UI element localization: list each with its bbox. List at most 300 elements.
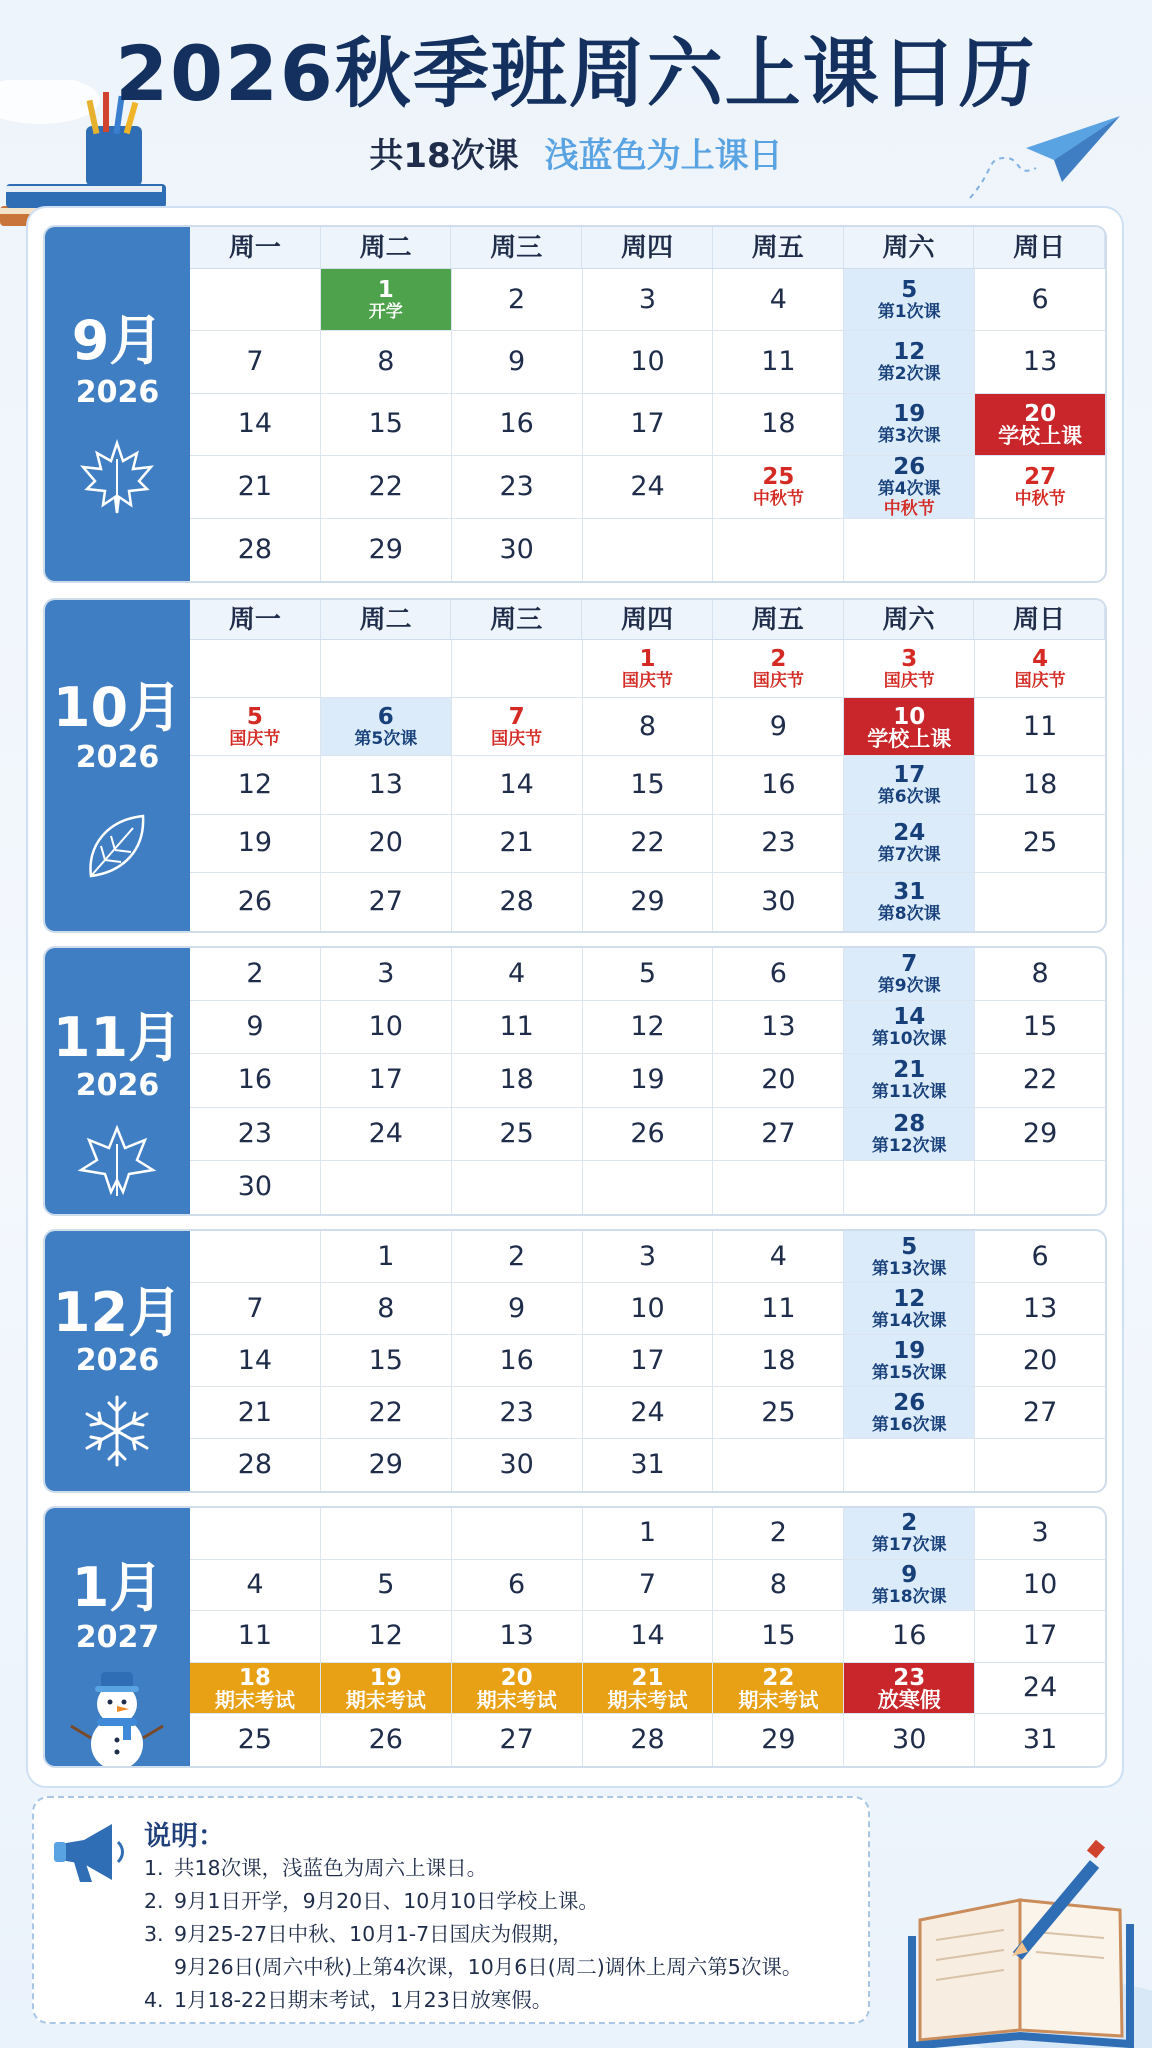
- color-hint: 浅蓝色为上课日: [544, 136, 783, 176]
- day-cell: [844, 1108, 975, 1160]
- day-number: 12: [630, 1011, 665, 1043]
- month-year: 2026: [75, 375, 160, 410]
- day-cell: [190, 815, 321, 872]
- day-cell: [452, 1663, 583, 1714]
- empty-cell: [321, 1508, 452, 1559]
- empty-cell: [713, 1161, 844, 1214]
- day-number: 16: [499, 1344, 534, 1376]
- day-number: 21: [631, 1665, 664, 1692]
- week-row: [190, 1611, 1105, 1663]
- day-cell: [844, 698, 975, 755]
- month-october: [43, 598, 1107, 933]
- weekday-header: [190, 227, 1105, 269]
- week-row: [190, 640, 1105, 698]
- day-note: 期末考试: [345, 1688, 426, 1713]
- month-side: [45, 227, 190, 581]
- day-number: 21: [237, 1396, 273, 1428]
- day-number: 30: [892, 1724, 927, 1756]
- weekday-label: 周三: [451, 600, 582, 639]
- day-cell: [583, 1663, 714, 1714]
- day-number: 6: [769, 958, 787, 990]
- note-number: 4.: [144, 1988, 164, 2012]
- day-cell: [583, 698, 714, 755]
- day-number: 23: [237, 1117, 273, 1149]
- day-cell: [321, 1001, 452, 1053]
- empty-cell: [452, 1161, 583, 1214]
- day-cell: [452, 1001, 583, 1053]
- day-cell: [452, 269, 583, 330]
- notes-list: [144, 1852, 802, 2017]
- week-row: [190, 1108, 1105, 1161]
- day-number: 5: [246, 703, 263, 730]
- day-cell: [975, 1508, 1105, 1559]
- day-cell: [190, 873, 321, 931]
- day-cell: [844, 815, 975, 872]
- day-number: 17: [368, 1064, 403, 1096]
- day-number: 19: [893, 401, 926, 428]
- snowman-icon: [57, 1658, 177, 1768]
- day-number: 9: [508, 346, 526, 378]
- day-cell: [321, 873, 452, 931]
- day-cell: [190, 1161, 321, 1214]
- day-number: 9: [508, 1292, 526, 1324]
- day-note: 期末考试: [214, 1688, 295, 1713]
- day-number: 3: [638, 283, 657, 315]
- day-note: 第10次课: [871, 1029, 947, 1050]
- empty-cell: [583, 519, 714, 581]
- day-cell: [844, 1231, 975, 1282]
- day-number: 30: [237, 1171, 273, 1203]
- day-cell: [713, 1335, 844, 1386]
- day-cell: [452, 1054, 583, 1106]
- day-number: 19: [369, 1665, 402, 1692]
- day-cell: [190, 756, 321, 813]
- month-name: 9月: [71, 309, 164, 372]
- day-number: 11: [761, 346, 796, 378]
- week-row: [190, 1001, 1105, 1054]
- day-cell: [452, 1283, 583, 1334]
- day-number: 24: [1022, 1672, 1058, 1704]
- day-cell: [452, 948, 583, 1000]
- day-number: 16: [892, 1620, 927, 1652]
- day-number: 9: [246, 1011, 264, 1043]
- day-cell: [583, 1054, 714, 1106]
- day-note: 学校上课: [998, 424, 1083, 449]
- day-cell: [844, 394, 975, 455]
- day-cell: [190, 1054, 321, 1106]
- empty-cell: [975, 873, 1105, 931]
- day-cell: [713, 1663, 844, 1714]
- day-note: 国庆节: [229, 728, 281, 749]
- day-number: 12: [368, 1620, 403, 1652]
- maple-leaf-icon: [77, 437, 157, 517]
- day-number: 7: [508, 703, 525, 730]
- day-cell: [452, 1611, 583, 1662]
- day-cell: [844, 1283, 975, 1334]
- day-number: 19: [630, 1064, 665, 1096]
- empty-cell: [190, 1508, 321, 1559]
- empty-cell: [321, 1161, 452, 1214]
- empty-cell: [583, 1161, 714, 1214]
- day-number: 3: [377, 958, 395, 990]
- day-number: 13: [1022, 1292, 1058, 1324]
- day-number: 2: [770, 645, 787, 672]
- note-number: 1.: [144, 1856, 164, 1880]
- week-row: [190, 873, 1105, 931]
- day-number: 28: [630, 1724, 665, 1756]
- month-year: 2026: [75, 1343, 160, 1378]
- day-cell: [321, 519, 452, 581]
- day-number: 24: [368, 1117, 403, 1149]
- day-number: 8: [1031, 958, 1049, 990]
- day-number: 21: [499, 827, 534, 859]
- day-cell: [452, 456, 583, 517]
- day-number: 15: [368, 1344, 403, 1376]
- day-cell: [190, 1387, 321, 1438]
- day-cell: [190, 1283, 321, 1334]
- day-cell: [844, 1335, 975, 1386]
- empty-cell: [844, 1161, 975, 1214]
- day-cell: [975, 1560, 1105, 1611]
- day-cell: [713, 756, 844, 813]
- day-note: 国庆节: [491, 728, 543, 749]
- week-row: [190, 1508, 1105, 1560]
- day-number: 14: [237, 408, 273, 440]
- day-note: 第17次课: [871, 1535, 947, 1556]
- week-row: [190, 756, 1105, 814]
- empty-cell: [844, 1439, 975, 1491]
- day-cell: [713, 1108, 844, 1160]
- note-text: 9月25-27日中秋、10月1-7日国庆为假期，: [174, 1922, 573, 1946]
- day-cell: [844, 1663, 975, 1714]
- day-number: 5: [901, 276, 918, 303]
- day-number: 7: [246, 1292, 264, 1324]
- day-number: 4: [508, 958, 526, 990]
- day-number: 9: [769, 710, 787, 742]
- note-text: 共18次课，浅蓝色为周六上课日。: [174, 1856, 488, 1880]
- day-cell: [975, 1611, 1105, 1662]
- week-row: [190, 331, 1105, 393]
- megaphone-icon: [50, 1818, 126, 1886]
- day-number: 5: [638, 958, 657, 990]
- day-number: 20: [1022, 1344, 1058, 1376]
- day-note: 第18次课: [871, 1586, 947, 1607]
- day-cell: [190, 698, 321, 755]
- day-cell: [321, 394, 452, 455]
- weekday-header: [190, 600, 1105, 640]
- day-cell: [321, 1283, 452, 1334]
- day-cell: [452, 394, 583, 455]
- month-name: 12月: [52, 1281, 183, 1344]
- day-number: 30: [499, 1449, 534, 1480]
- day-note: 第1次课: [877, 301, 941, 322]
- month-rows: [190, 1231, 1105, 1491]
- day-cell: [452, 756, 583, 813]
- day-note: 第4次课: [877, 478, 941, 499]
- day-number: 3: [901, 645, 918, 672]
- day-cell: [583, 1283, 714, 1334]
- day-cell: [190, 948, 321, 1000]
- weekday-label: 周五: [713, 227, 844, 268]
- day-number: 26: [893, 1389, 926, 1416]
- day-cell: [321, 1387, 452, 1438]
- subtitle: [0, 128, 1152, 184]
- day-number: 14: [499, 768, 534, 800]
- day-number: 18: [761, 408, 796, 440]
- day-cell: [975, 698, 1105, 755]
- day-cell: [190, 1335, 321, 1386]
- day-cell: [975, 1663, 1105, 1714]
- weekday-label: 周二: [321, 227, 452, 268]
- day-number: 10: [630, 346, 665, 378]
- day-number: 28: [499, 885, 534, 917]
- day-cell: [975, 394, 1105, 455]
- day-cell: [713, 1283, 844, 1334]
- day-number: 31: [630, 1449, 665, 1480]
- day-cell: [844, 1387, 975, 1438]
- month-side: [45, 1508, 190, 1766]
- notes-box: [32, 1796, 870, 2024]
- week-row: [190, 269, 1105, 331]
- empty-cell: [190, 640, 321, 697]
- day-number: 26: [237, 885, 273, 917]
- day-cell: [975, 1387, 1105, 1438]
- day-number: 15: [1022, 1011, 1058, 1043]
- day-number: 17: [1022, 1620, 1058, 1652]
- day-cell: [713, 640, 844, 697]
- note-item: [144, 1885, 802, 1918]
- snowflake-icon: [77, 1391, 157, 1471]
- day-cell: [975, 1231, 1105, 1282]
- note-item: [144, 1852, 802, 1885]
- month-side: [45, 1231, 190, 1491]
- day-number: 24: [630, 1396, 665, 1428]
- day-cell: [844, 1508, 975, 1559]
- day-note: 国庆节: [622, 670, 673, 691]
- month-grid: [190, 1508, 1105, 1766]
- month-rows: [190, 1508, 1105, 1766]
- weekday-label: 周一: [190, 600, 321, 639]
- day-cell: [190, 1714, 321, 1766]
- day-cell: [452, 1335, 583, 1386]
- day-cell: [583, 1611, 714, 1662]
- day-number: 29: [368, 1449, 403, 1480]
- day-cell: [321, 948, 452, 1000]
- day-number: 7: [246, 346, 264, 378]
- day-note: 第16次课: [871, 1414, 947, 1435]
- day-number: 22: [368, 1396, 403, 1428]
- day-number: 27: [499, 1724, 534, 1756]
- day-number: 17: [630, 1344, 665, 1376]
- day-number: 15: [368, 408, 403, 440]
- day-number: 10: [368, 1011, 403, 1043]
- day-note: 第6次课: [877, 786, 941, 807]
- day-number: 27: [1024, 463, 1057, 490]
- day-note: 第9次课: [877, 976, 941, 997]
- day-number: 2: [246, 958, 264, 990]
- day-cell: [713, 815, 844, 872]
- week-row: [190, 1714, 1105, 1766]
- week-row: [190, 1283, 1105, 1335]
- day-number: 9: [901, 1561, 918, 1588]
- day-number: 20: [368, 827, 403, 859]
- day-number: 13: [761, 1011, 796, 1043]
- day-number: 29: [368, 533, 403, 565]
- empty-cell: [452, 640, 583, 697]
- day-cell: [583, 640, 714, 697]
- day-cell: [975, 1714, 1105, 1766]
- day-number: 24: [893, 820, 926, 847]
- day-cell: [713, 1054, 844, 1106]
- month-grid: [190, 948, 1105, 1214]
- day-number: 2: [901, 1510, 918, 1537]
- day-cell: [321, 815, 452, 872]
- page-title: 2026秋季班周六上课日历: [115, 29, 1037, 118]
- day-cell: [190, 456, 321, 517]
- day-number: 24: [630, 470, 665, 502]
- month-grid: [190, 600, 1105, 931]
- day-number: 1: [377, 276, 394, 303]
- month-side: [45, 600, 190, 931]
- day-note: 国庆节: [752, 670, 804, 691]
- day-cell: [975, 640, 1105, 697]
- day-number: 18: [1022, 768, 1058, 800]
- day-cell: [452, 698, 583, 755]
- day-cell: [975, 815, 1105, 872]
- day-number: 18: [238, 1665, 271, 1692]
- day-number: 12: [893, 339, 926, 366]
- day-number: 27: [761, 1117, 796, 1149]
- day-number: 6: [1031, 1240, 1049, 1272]
- day-note: 第14次课: [871, 1310, 947, 1331]
- day-cell: [452, 331, 583, 392]
- day-cell: [713, 331, 844, 392]
- day-cell: [190, 1663, 321, 1714]
- day-number: 18: [761, 1344, 796, 1376]
- day-cell: [190, 1001, 321, 1053]
- day-cell: [190, 1611, 321, 1662]
- day-number: 10: [1022, 1568, 1058, 1600]
- day-number: 7: [901, 951, 918, 978]
- day-number: 13: [368, 768, 403, 800]
- day-cell: [583, 815, 714, 872]
- day-cell: [583, 1001, 714, 1053]
- month-september: [43, 225, 1107, 583]
- day-number: 1: [638, 1517, 657, 1549]
- day-number: 14: [630, 1620, 665, 1652]
- day-cell: [844, 1054, 975, 1106]
- day-cell: [190, 519, 321, 581]
- week-row: [190, 1054, 1105, 1107]
- day-number: 27: [368, 885, 403, 917]
- day-number: 16: [761, 768, 796, 800]
- empty-cell: [190, 269, 321, 330]
- month-side: [45, 948, 190, 1214]
- day-number: 26: [368, 1724, 403, 1756]
- day-note: 中秋节: [1014, 488, 1066, 509]
- empty-cell: [975, 1439, 1105, 1491]
- day-number: 2: [769, 1517, 787, 1549]
- day-number: 20: [761, 1064, 796, 1096]
- month-rows: [190, 269, 1105, 581]
- day-number: 12: [237, 768, 273, 800]
- week-row: [190, 815, 1105, 873]
- day-note: 放寒假: [877, 1688, 941, 1713]
- day-cell: [452, 1714, 583, 1766]
- month-year: 2026: [75, 1068, 160, 1103]
- day-number: 29: [761, 1724, 796, 1756]
- day-note: 开学: [368, 301, 403, 322]
- note-item: [144, 1984, 802, 2017]
- day-number: 30: [499, 533, 534, 565]
- week-row: [190, 1161, 1105, 1214]
- day-cell: [844, 948, 975, 1000]
- day-number: 23: [893, 1665, 926, 1692]
- day-cell: [844, 1714, 975, 1766]
- day-note: 第11次课: [871, 1082, 947, 1103]
- note-number: 3.: [144, 1922, 164, 1946]
- day-number: 20: [500, 1665, 533, 1692]
- day-cell: [583, 1231, 714, 1282]
- day-cell: [844, 331, 975, 392]
- month-name: 10月: [52, 676, 183, 739]
- day-number: 16: [499, 408, 534, 440]
- day-number: 26: [630, 1117, 665, 1149]
- day-note: 学校上课: [867, 726, 952, 751]
- week-row: [190, 1439, 1105, 1491]
- day-number: 26: [893, 453, 926, 480]
- day-number: 29: [630, 885, 665, 917]
- empty-cell: [321, 640, 452, 697]
- day-cell: [321, 1335, 452, 1386]
- day-number: 10: [893, 703, 926, 730]
- day-number: 28: [237, 1449, 273, 1480]
- day-number: 11: [499, 1011, 534, 1043]
- weekday-label: 周二: [321, 600, 452, 639]
- day-number: 1: [377, 1240, 395, 1272]
- day-cell: [713, 873, 844, 931]
- day-number: 11: [761, 1292, 796, 1324]
- day-cell: [321, 1439, 452, 1491]
- day-cell: [975, 1054, 1105, 1106]
- day-cell: [583, 1335, 714, 1386]
- day-number: 23: [761, 827, 796, 859]
- day-cell: [583, 456, 714, 517]
- note-text: 9月1日开学，9月20日、10月10日学校上课。: [174, 1889, 599, 1913]
- empty-cell: [713, 519, 844, 581]
- weekday-label: 周六: [844, 600, 975, 639]
- day-note: 期末考试: [476, 1688, 557, 1713]
- day-cell: [583, 1387, 714, 1438]
- day-number: 6: [508, 1568, 526, 1600]
- day-cell: [844, 1560, 975, 1611]
- note-item: [144, 1918, 802, 1984]
- weekday-label: 周四: [582, 600, 713, 639]
- week-row: [190, 1231, 1105, 1283]
- day-number: 17: [630, 408, 665, 440]
- day-number: 28: [237, 533, 273, 565]
- day-cell: [713, 698, 844, 755]
- month-grid: [190, 1231, 1105, 1491]
- day-cell: [713, 1714, 844, 1766]
- week-row: [190, 519, 1105, 581]
- day-number: 6: [1031, 283, 1049, 315]
- day-cell: [583, 1508, 714, 1559]
- month-rows: [190, 640, 1105, 931]
- day-number: 25: [762, 463, 795, 490]
- day-number: 14: [893, 1004, 926, 1031]
- day-cell: [844, 1001, 975, 1053]
